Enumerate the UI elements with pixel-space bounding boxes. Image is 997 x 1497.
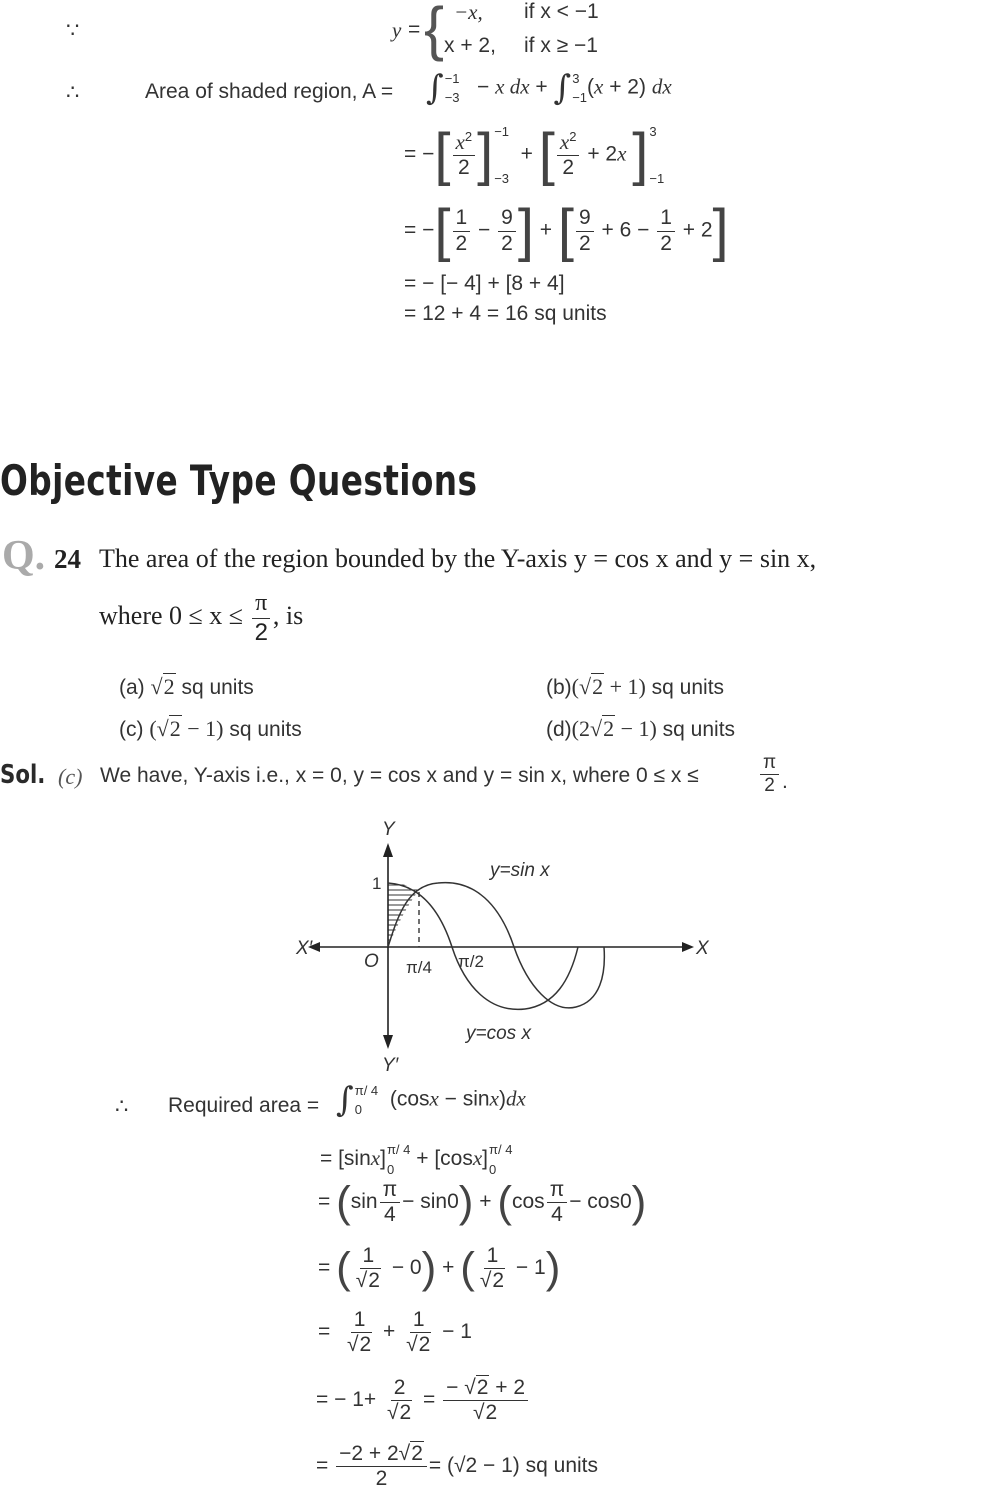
- origin-label: O: [364, 951, 379, 972]
- case1-condition: if x < −1: [524, 0, 599, 23]
- required-area-label: Required area =: [168, 1094, 320, 1117]
- step-antiderivative: = −[ $\frac{x^2}{2}$ ] −1 −3 + [ $\frac{x^2}{2}$ + 2x ] 3 −1: [404, 122, 665, 187]
- solution-statement: We have, Y-axis i.e., x = 0, y = cos x and y = sin x, where 0 ≤ x ≤: [100, 764, 699, 787]
- pi2-label: π/2: [458, 952, 484, 971]
- x-arrow-icon: [682, 942, 694, 952]
- case1-expr: −x,: [454, 0, 483, 24]
- pi-over-2: $\frac{\pi}{2}$: [760, 752, 779, 797]
- solution-answer: (c): [58, 764, 83, 789]
- therefore-symbol: ∴: [66, 81, 80, 104]
- case2-expr: x + 2,: [444, 34, 496, 57]
- y-label: Y: [382, 819, 395, 840]
- area-integral: ∫ −1 −3 − x dx + ∫ 3 −1 (x + 2) dx: [426, 68, 672, 108]
- section-title: Objective Type Questions: [0, 456, 478, 505]
- x-neg-label: X′: [296, 938, 313, 959]
- sol-step-3: = ( $\frac{1}{√2}$ − 0) + ( $\frac{1}{√2}$ − 1): [318, 1243, 561, 1293]
- solution-label: Sol.: [0, 760, 46, 790]
- sol-step-6: = $\frac{-2 + 2√2}{2}$ = (√2 − 1) sq units: [316, 1442, 598, 1491]
- required-area-integral: ∫ π/ 4 0 (cosx − sinx)dx: [336, 1080, 526, 1120]
- question-is: , is: [272, 601, 304, 631]
- x-label: X: [696, 938, 709, 959]
- one-label: 1: [372, 874, 382, 893]
- sin-label: y=sin x: [490, 860, 550, 881]
- final-answer: = (√2 − 1) sq units: [428, 1454, 598, 1478]
- pi4-label: π/4: [406, 958, 432, 977]
- sol-step-2: = (sin $\frac{\pi}{4}$ − sin0) + (cos $\frac{\pi}{4}$ − cos0): [318, 1177, 647, 1227]
- sol-step-4: = $\frac{1}{√2}$ + $\frac{1}{√2}$ − 1: [318, 1308, 472, 1357]
- sol-step-5: = − 1+ $\frac{2}{√2}$ = $\frac{- √2 + 2}{√2}$: [316, 1376, 530, 1425]
- y-neg-arrow-icon: [383, 1035, 393, 1049]
- step-result: = 12 + 4 = 16 sq units: [404, 302, 607, 325]
- case2-condition: if x ≥ −1: [524, 34, 598, 57]
- y-arrow-icon: [383, 843, 393, 857]
- step-substitute: = −[ $\frac{1}{2}$ − $\frac{9}{2}$ ] + [ $\frac{9}{2}$ + 6 − $\frac{1}{2}$ + 2]: [404, 198, 729, 263]
- sin-curve: [388, 883, 604, 1008]
- sol-step-1: = [sinx] π/ 4 0 + [cosx] π/ 4 0: [320, 1142, 513, 1177]
- option-d[interactable]: (d)(2√2 − 1) sq units: [546, 716, 736, 741]
- question-where: where 0 ≤ x ≤: [99, 601, 244, 631]
- option-c[interactable]: (c) (√2 − 1) sq units: [119, 716, 302, 741]
- question-text-line1: The area of the region bounded by the Y-axis y = cos x and y = sin x,: [99, 544, 817, 573]
- question-number: 24: [54, 544, 81, 574]
- sin-cos-figure: [290, 815, 720, 1080]
- question-label: Q.: [2, 533, 46, 579]
- option-b[interactable]: (b)(√2 + 1) sq units: [546, 674, 725, 699]
- y-neg-label: Y′: [382, 1055, 399, 1076]
- step-simplify: = − [− 4] + [8 + 4]: [404, 272, 565, 295]
- option-a[interactable]: (a) √2 sq units: [119, 674, 254, 699]
- question-text-line2: where 0 ≤ x ≤ $\frac{\pi}{2}$ , is: [99, 590, 304, 646]
- cos-label: y=cos x: [466, 1023, 531, 1044]
- area-label: Area of shaded region, A =: [145, 80, 394, 103]
- therefore-symbol-2: ∴: [115, 1095, 129, 1118]
- because-symbol: ∵: [66, 19, 80, 42]
